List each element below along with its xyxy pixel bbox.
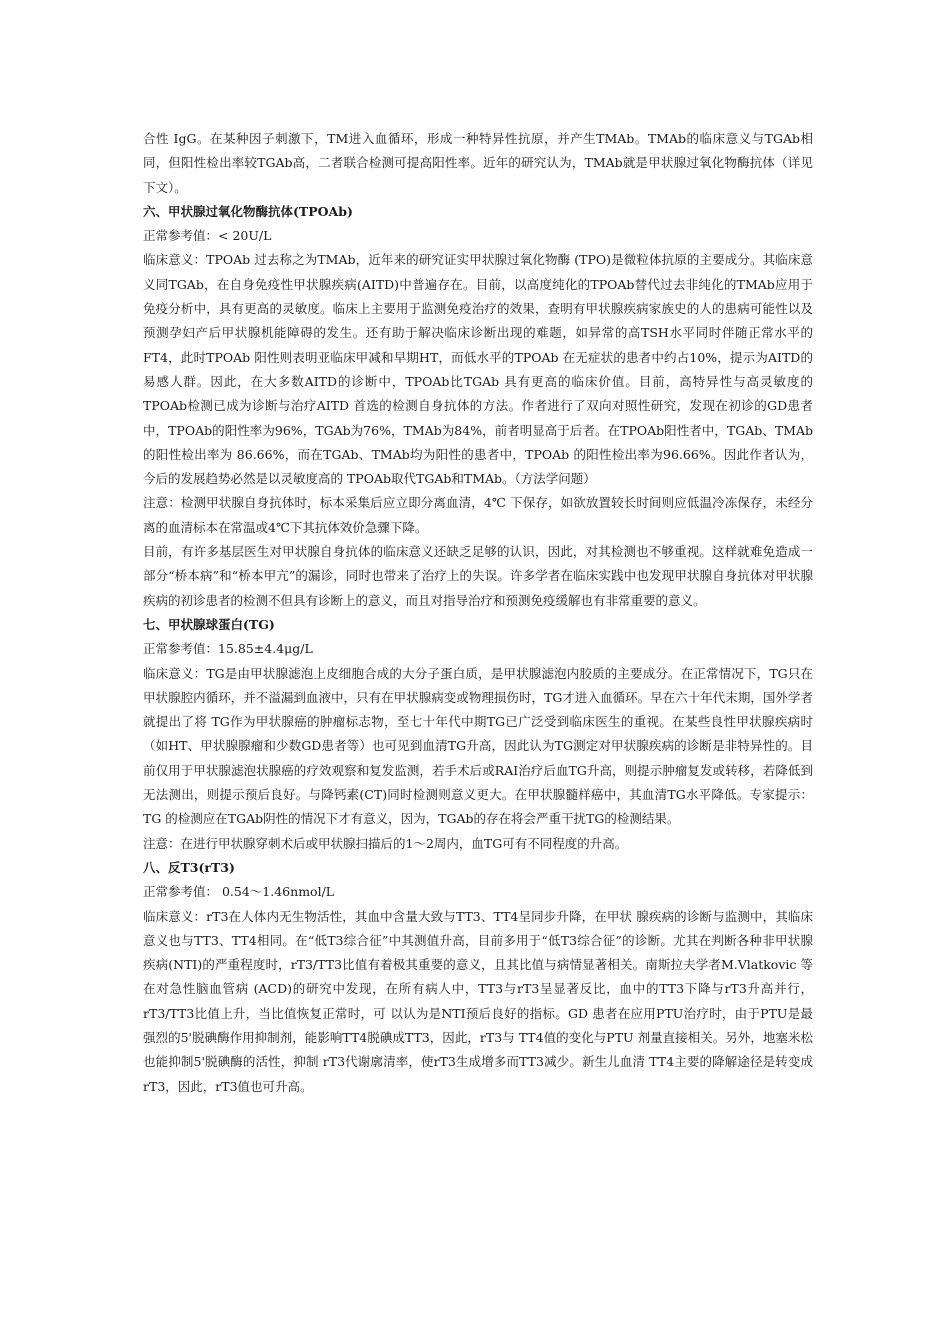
section-heading-tpoab: 六、甲状腺过氧化物酶抗体(TPOAb) (143, 203, 353, 219)
reference-value-tpoab: 正常参考值：< 20U/L (143, 228, 272, 244)
paragraph-tmab-continued: 合性 IgG。在某种因子刺激下，TM进入血循环，形成一种特异性抗原，并产生TMAb。TMAb的临床意义与TGAb相同，但阳性检出率较TGAb高，二者联合检测可提高阳性率。近年的研究认为，TMAb就是甲状腺过氧化物酶抗体（详见下文）。 (143, 131, 813, 195)
section-heading-tg: 七、甲状腺球蛋白(TG) (143, 616, 275, 632)
paragraph-tg-note: 注意：在进行甲状腺穿刺术后或甲状腺扫描后的1～2周内，血TG可有不同程度的升高。 (143, 835, 628, 851)
paragraph-rt3-clinical: 临床意义：rT3在人体内无生物活性，其血中含量大致与TT3、TT4呈同步升降，在甲状 腺疾病的诊断与监测中，其临床意义也与TT3、TT4相同。在“低T3综合征”中其测值升高，目前多用于“低T3综合征”的诊断。尤其在判断各种非甲状腺 疾病(NTI)的严重程度时，rT3/TT3比值有着极其重要的意义，且其比值与病情显著相关。南斯拉夫学者M.Vlatkovic 等在对急性脑血管病 (ACD)的研究中发现，在所有病人中，TT3与rT3呈显著反比，血中的TT3下降与rT3升高并行，rT3/TT3比值上升，当比值恢复正常时，可 以认为是NTI预后良好的指标。GD 患者在应用PTU治疗时，由于PTU是最强烈的5'脱碘酶作用抑制剂，能影响TT4脱碘成TT3，因此，rT3与 TT4值的变化与PTU 剂量直接相关。另外，地塞米松也能抑制5'脱碘酶的活性，抑制 rT3代谢廓清率，使rT3生成增多而TT3减少。新生儿血清 TT4主要的降解途径是转变成rT3，因此，rT3值也可升高。 (143, 908, 813, 1094)
reference-value-rt3: 正常参考值： 0.54～1.46nmol/L (143, 884, 335, 900)
paragraph-tg-clinical: 临床意义：TG是由甲状腺滤泡上皮细胞合成的大分子蛋白质，是甲状腺滤泡内胶质的主要成分。在正常情况下，TG只在甲状腺腔内循环，并不溢漏到血液中，只有在甲状腺病变或物理损伤时，TG才进入血循环。早在六十年代末期，国外学者就提出了将 TG作为甲状腺癌的肿瘤标志物，至七十年代中期TG已广泛受到临床医生的重视。在某些良性甲状腺疾病时（如HT、甲状腺腺瘤和少数GD患者等）也可见到血清TG升高，因此认为TG测定对甲状腺疾病的诊断是非特异性的。目前仅用于甲状腺滤泡状腺癌的疗效观察和复发监测，若手术后或RAI治疗后血TG升高，则提示肿瘤复发或转移，若降低到无法测出，则提示预后良好。与降钙素(CT)同时检测则意义更大。在甲状腺髓样癌中，其血清TG水平降低。专家提示：TG 的检测应在TGAb阴性的情况下才有意义，因为，TGAb的存在将会严重干扰TG的检测结果。 (143, 665, 813, 827)
paragraph-tpoab-clinical: 临床意义：TPOAb 过去称之为TMAb，近年来的研究证实甲状腺过氧化物酶 (TPO)是微粒体抗原的主要成分。其临床意义同TGAb，在自身免疫性甲状腺疾病(AITD)中普遍存在。目前，以高度纯化的TPOAb替代过去非纯化的TMAb应用于免疫分析中，具有更高的灵敏度。临床上主要用于监测免疫治疗的效果，查明有甲状腺疾病家族史的人的患病可能性以及预测孕妇产后甲状腺机能障碍的发生。还有助于解决临床诊断出现的难题，如异常的高TSH水平同时伴随正常水平的FT4，此时TPOAb 阳性则表明亚临床甲减和早期HT，而低水平的TPOAb 在无症状的患者中约占10%，提示为AITD的易感人群。因此，在大多数AITD的诊断中，TPOAb比TGAb 具有更高的临床价值。目前，高特异性与高灵敏度的TPOAb检测已成为诊断与治疗AITD 首选的检测自身抗体的方法。作者进行了双向对照性研究，发现在初诊的GD患者中，TPOAb的阳性率为96%，TGAb为76%，TMAb为84%，前者明显高于后者。在TPOAb阳性者中，TGAb、TMAb 的阳性检出率为 86.66%，而在TGAb、TMAb均为阳性的患者中，TPOAb 的阳性检出率为96.66%。因此作者认为，今后的发展趋势必然是以灵敏度高的 TPOAb取代TGAb和TMAb。（方法学问题） (143, 252, 813, 487)
section-heading-rt3: 八、反T3(rT3) (143, 859, 235, 875)
document-body (143, 127, 813, 1099)
reference-value-tg: 正常参考值：15.85±4.4μg/L (143, 641, 313, 657)
paragraph-tpoab-note: 注意：检测甲状腺自身抗体时，标本采集后应立即分离血清，4℃ 下保存，如欲放置较长时间则应低温冷冻保存，未经分离的血清标本在常温或4℃下其抗体效价急骤下降。 (143, 495, 813, 535)
paragraph-autoantibody-awareness: 目前，有许多基层医生对甲状腺自身抗体的临床意义还缺乏足够的认识，因此，对其检测也不够重视。这样就难免造成一部分“桥本病”和“桥本甲亢”的漏诊，同时也带来了治疗上的失误。许多学者在临床实践中也发现甲状腺自身抗体对甲状腺疾病的初诊患者的检测不但具有诊断上的意义，而且对指导治疗和预测免疫缓解也有非常重要的意义。 (143, 544, 813, 608)
